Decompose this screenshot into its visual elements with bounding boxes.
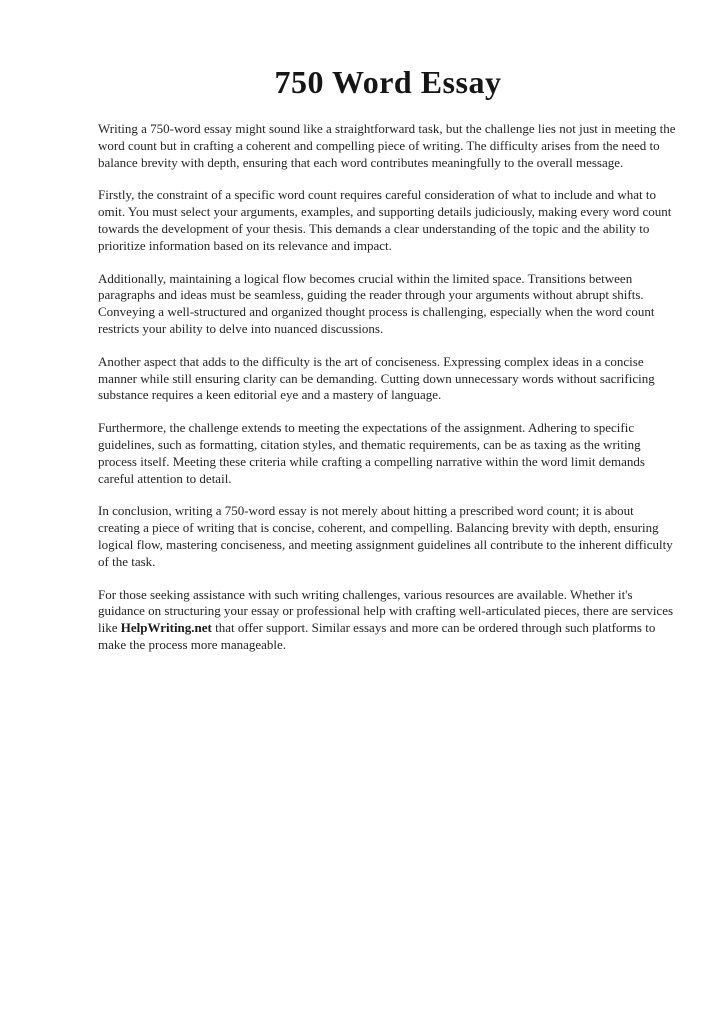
paragraph-intro: Writing a 750-word essay might sound like a straightforward task, but the challenge lies not just in meeting the word count but in crafting a coherent and compelling piece of writing. The difficulty arises from the need to balance brevity with depth, ensuring that each word contributes meaningfully to the overall message.	[98, 121, 676, 170]
paragraph-conclusion: In conclusion, writing a 750-word essay is not merely about hitting a prescribed word count; it is about creating a piece of writing that is concise, coherent, and compelling. Balancing brevity with depth, ensuring logical flow, mastering conciseness, and meeting assignment guidelines all contribute to the inherent difficulty of the task.	[98, 503, 673, 569]
paragraph-assignment-expectations: Furthermore, the challenge extends to meeting the expectations of the assignment. Adhering to specific guidelines, such as formatting, citation styles, and thematic requirements, can be as taxing as the writing process itself. Meeting these criteria while crafting a compelling narrative within the word limit demands careful attention to detail.	[98, 420, 645, 486]
document-title: 750 Word Essay	[274, 64, 502, 100]
brand-name-bold-text: HelpWriting.net	[120, 620, 212, 636]
closing-text-before-brand: For those seeking assistance with such writing challenges, various resources are available. Whether it's guidance on structuring your essay or professional help with crafting well-articulated pieces, there are services like	[98, 586, 674, 636]
paragraph-conciseness: Another aspect that adds to the difficulty is the art of conciseness. Expressing complex ideas in a concise manner while still ensuring clarity can be demanding. Cutting down unnecessary words without sacrificing substance requires a keen editorial eye and a mastery of language.	[98, 353, 655, 403]
paragraph-closing	[98, 587, 678, 654]
closing-text-after-brand: that offer support. Similar essays and more can be ordered through such platforms to make the process more manageable.	[98, 620, 656, 652]
document-content	[98, 64, 678, 670]
paragraph-word-count-constraint: Firstly, the constraint of a specific word count requires careful consideration of what to include and what to omit. You must select your arguments, examples, and supporting details judiciously, making every word count towards the development of your thesis. This demands a clear understanding of the topic and the ability to prioritize information based on its relevance and impact.	[98, 187, 672, 253]
paragraph-logical-flow: Additionally, maintaining a logical flow becomes crucial within the limited space. Transitions between paragraphs and ideas must be seamless, guiding the reader through your arguments without abrupt shifts. Conveying a well-structured and organized thought process is challenging, especially when the word count restricts your ability to delve into nuanced discussions.	[98, 270, 655, 336]
